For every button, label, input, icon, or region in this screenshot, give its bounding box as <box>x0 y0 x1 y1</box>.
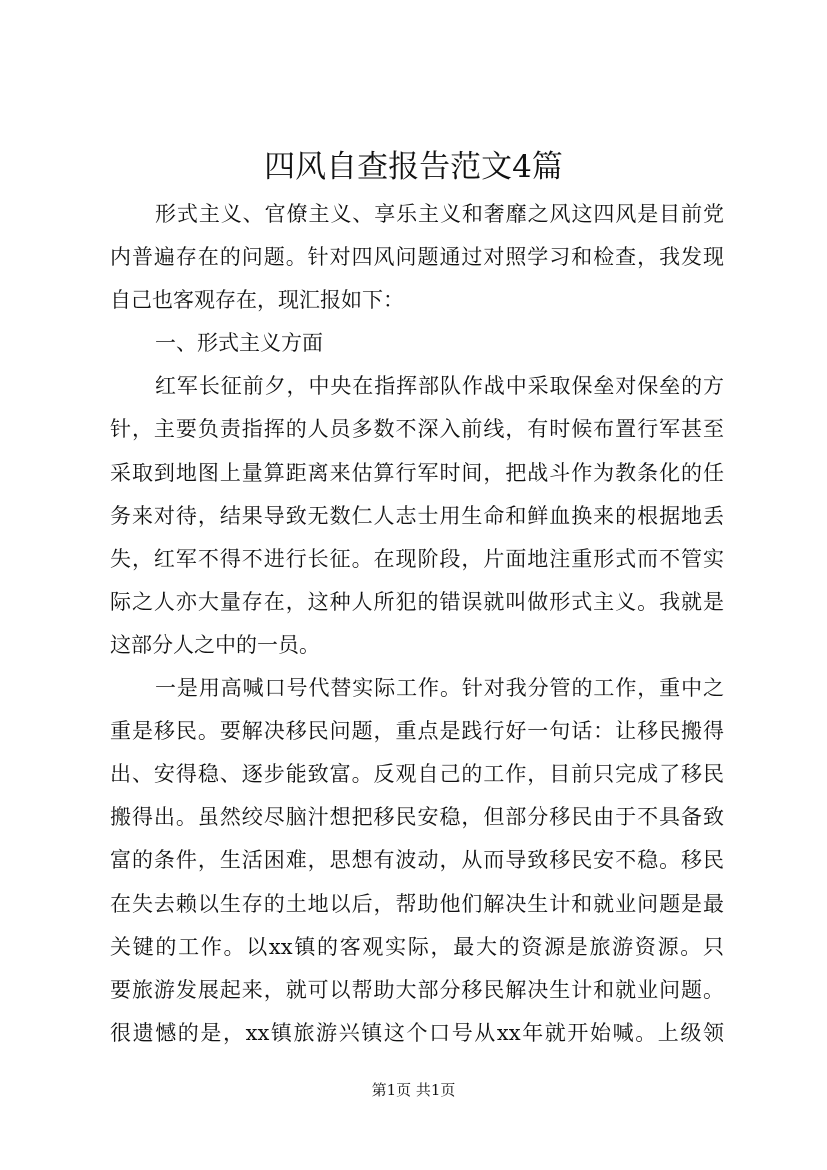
body-line: 在失去赖以生存的土地以后，帮助他们解决生计和就业问题是最 <box>110 891 724 916</box>
body-line: 内普遍存在的问题。针对四风问题通过对照学习和检查，我发现 <box>110 245 724 270</box>
body-line: 红军长征前夕，中央在指挥部队作战中采取保垒对保垒的方 <box>155 374 724 399</box>
body-line: 采取到地图上量算距离来估算行军时间，把战斗作为教条化的任 <box>110 460 724 485</box>
page-title: 四风自查报告范文4篇 <box>264 149 563 185</box>
body-line: 要旅游发展起来，就可以帮助大部分移民解决生计和就业问题。 <box>110 977 724 1002</box>
body-line: 重是移民。要解决移民问题，重点是践行好一句话：让移民搬得 <box>110 719 724 744</box>
body-line: 针，主要负责指挥的人员多数不深入前线，有时候布置行军甚至 <box>110 417 724 442</box>
body-line: 关键的工作。以xx镇的客观实际，最大的资源是旅游资源。只 <box>110 934 724 959</box>
body-line: 搬得出。虽然绞尽脑汁想把移民安稳，但部分移民由于不具备致 <box>110 805 724 830</box>
body-line: 富的条件，生活困难，思想有波动，从而导致移民安不稳。移民 <box>110 848 724 873</box>
body-line: 出、安得稳、逐步能致富。反观自己的工作，目前只完成了移民 <box>110 762 724 787</box>
body-line: 这部分人之中的一员。 <box>110 632 320 657</box>
body-line: 很遗憾的是，xx镇旅游兴镇这个口号从xx年就开始喊。上级领 <box>110 1020 724 1045</box>
body-line: 务来对待，结果导致无数仁人志士用生命和鲜血换来的根据地丢 <box>110 503 724 528</box>
body-line: 际之人亦大量存在，这种人所犯的错误就叫做形式主义。我就是 <box>110 589 724 614</box>
page-footer: 第1页 共1页 <box>371 1081 456 1099</box>
body-line: 形式主义、官僚主义、享乐主义和奢靡之风这四风是目前党 <box>155 202 724 226</box>
body-line: 自己也客观存在，现汇报如下： <box>110 288 404 313</box>
document-body <box>110 193 724 1055</box>
body-line: 失，红军不得不进行长征。在现阶段，片面地注重形式而不管实 <box>110 546 724 571</box>
body-line: 一、形式主义方面 <box>155 331 323 356</box>
body-line: 一是用高喊口号代替实际工作。针对我分管的工作，重中之 <box>155 676 724 701</box>
